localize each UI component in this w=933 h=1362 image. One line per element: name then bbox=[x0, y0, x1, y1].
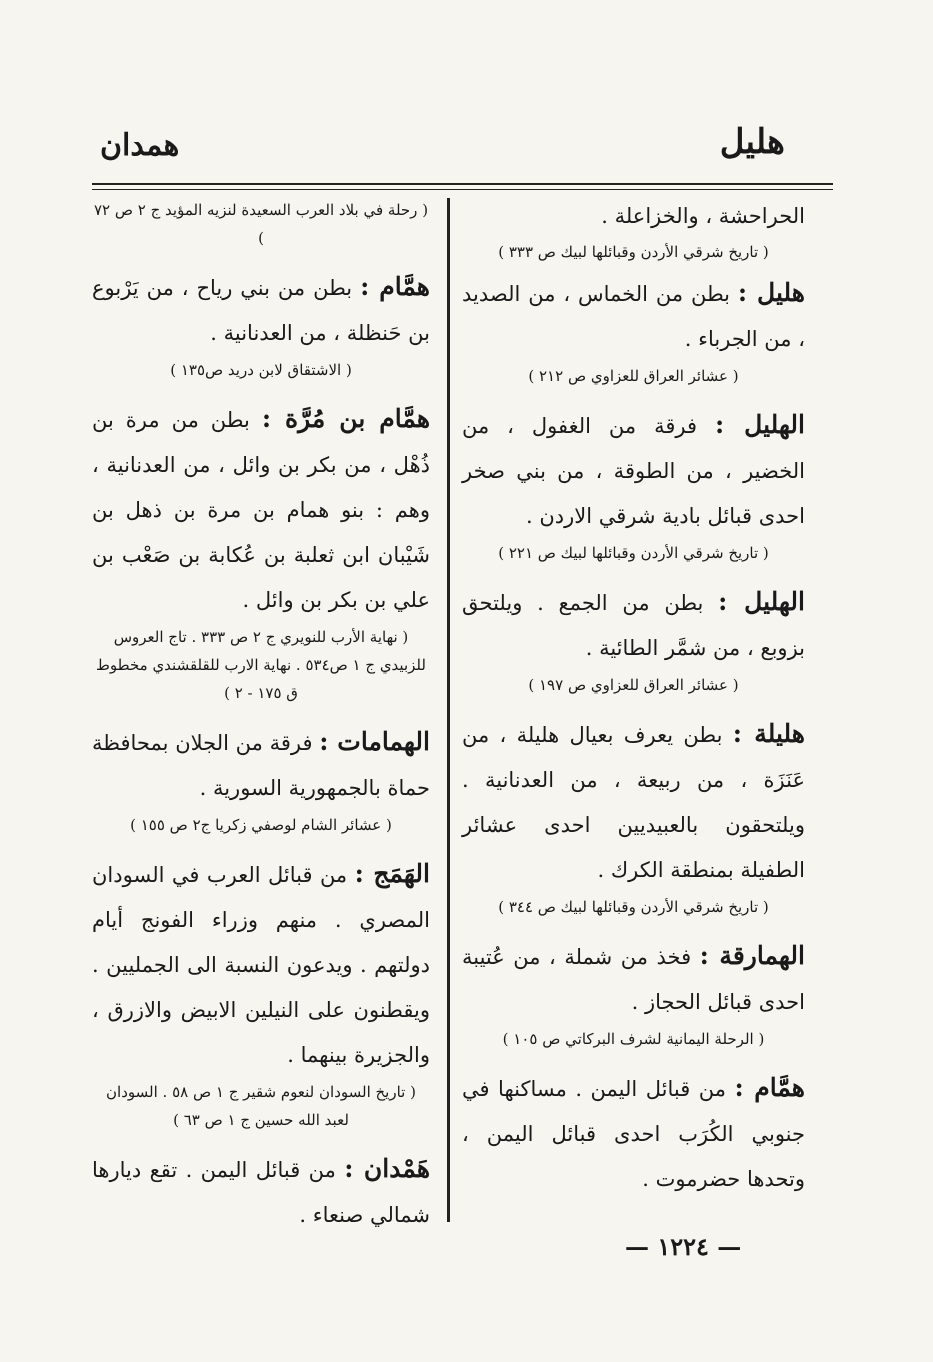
entry-paragraph bbox=[462, 711, 805, 893]
header-rule bbox=[92, 183, 833, 185]
reference: ( تاريخ شرقي الأردن وقبائلها لبيك ص ٣٤٤ ) bbox=[498, 898, 769, 916]
left-column bbox=[92, 196, 430, 1244]
dictionary-entry bbox=[92, 851, 430, 1134]
reference: ( عشائر العراق للعزاوي ص ١٩٧ ) bbox=[528, 676, 739, 694]
right-column bbox=[462, 196, 805, 1208]
reference: ( الرحلة اليمانية لشرف البركاتي ص ١٠٥ ) bbox=[502, 1030, 765, 1048]
entry-definition: من قبائل اليمن . مساكنها في جنوبي الكُرَب احدى قبائل اليمن ، وتحدها حضرموت . bbox=[462, 1077, 805, 1191]
page-number: — ١٢٢٤ — bbox=[625, 1232, 742, 1261]
entry-definition: بطن من الجمع . ويلتحق بزوبع ، من شمَّر الطائية . bbox=[462, 591, 805, 660]
header-rule-thin bbox=[92, 189, 833, 190]
entry-paragraph bbox=[92, 396, 430, 623]
entry-definition: فرقة من الجلان بمحافظة حماة بالجمهورية السورية . bbox=[92, 731, 430, 800]
entry-headword: همَّام بن مُرَّة : bbox=[261, 404, 430, 433]
reference: ( الاشتقاق لابن دريد ص١٣٥ ) bbox=[170, 361, 352, 379]
entry-definition: بطن من الخماس ، من الصديد ، من الجرباء . bbox=[462, 282, 805, 351]
entry-paragraph bbox=[92, 1146, 430, 1238]
reference: ( رحلة في بلاد العرب السعيدة لنزيه المؤيد ج ٢ ص ٧٢ ) bbox=[93, 201, 429, 247]
entry-paragraph bbox=[462, 402, 805, 539]
entry-definition: بطن من بني رياح ، من يَرْبوع بن حَنظلة ، من العدنانية . bbox=[92, 276, 430, 345]
dictionary-entry bbox=[462, 579, 805, 699]
reference: ( تاريخ شرقي الأردن وقبائلها لبيك ص ٣٣٣ ) bbox=[498, 243, 769, 261]
entry-paragraph bbox=[462, 1065, 805, 1202]
entry-headword: الهليل : bbox=[718, 587, 805, 616]
entry-headword: هَمْدان : bbox=[344, 1154, 431, 1183]
entry-headword: الهَمَج : bbox=[354, 859, 430, 888]
reference: ( عشائر الشام لوصفي زكريا ج٢ ص ١٥٥ ) bbox=[130, 816, 392, 834]
entry-headword: همَّام : bbox=[734, 1073, 805, 1102]
entry-paragraph bbox=[92, 851, 430, 1078]
reference: ( تاريخ السودان لنعوم شقير ج ١ ص ٥٨ . السودان لعبد الله حسين ج ١ ص ٦٣ ) bbox=[106, 1083, 416, 1129]
entry-headword: هليل : bbox=[737, 278, 805, 307]
dictionary-entry bbox=[462, 933, 805, 1053]
column-divider bbox=[447, 198, 450, 1222]
dictionary-entry bbox=[92, 719, 430, 839]
entry-definition: بطن يعرف بعيال هليلة ، من عَنَزَة ، من ربيعة ، من العدنانية . ويلتحقون بالعبيديين احدى عشائر الطفيلة بمنطقة الكرك . bbox=[462, 723, 805, 882]
running-header-left: همدان bbox=[100, 128, 180, 163]
dictionary-entry bbox=[462, 1065, 805, 1202]
entry-paragraph bbox=[92, 719, 430, 811]
left-entries bbox=[92, 264, 430, 1238]
running-header-right: هليل bbox=[719, 122, 785, 162]
entry-paragraph bbox=[462, 933, 805, 1025]
entry-definition: فخذ من شملة ، من عُتيبة احدى قبائل الحجاز . bbox=[462, 945, 805, 1014]
entry-headword: هليلة : bbox=[732, 719, 805, 748]
entry-headword: الهمامات : bbox=[319, 727, 430, 756]
entry-definition: من قبائل العرب في السودان المصري . منهم وزراء الفونج أيام دولتهم . ويدعون النسبة الى الجمليين . ويقطنون على النيلين الابيض والازرق ، والجزيرة بينهما . bbox=[92, 863, 430, 1067]
entry-definition: من قبائل اليمن . تقع ديارها شمالي صنعاء . bbox=[92, 1158, 430, 1227]
entry-headword: الهمارقة : bbox=[699, 941, 805, 970]
entry-definition: بطن من مرة بن ذُهْل ، من بكر بن وائل ، من العدنانية ، وهم : بنو همام بن مرة بن ذهل بن شَيْبان ابن ثعلبة بن عُكابة بن صَعْب بن علي بن بكر بن وائل . bbox=[92, 408, 430, 612]
dictionary-entry bbox=[92, 396, 430, 707]
reference: ( نهاية الأرب للنويري ج ٢ ص ٣٣٣ . تاج العروس للزبيدي ج ١ ص٥٣٤ . نهاية الارب للقلقشندي مخطوط ق ١٧٥ - ٢ ) bbox=[96, 628, 426, 702]
dictionary-entry bbox=[92, 264, 430, 384]
right-entries bbox=[462, 270, 805, 1202]
entry-paragraph bbox=[462, 579, 805, 671]
entry-headword: همَّام : bbox=[360, 272, 430, 301]
reference: ( تاريخ شرقي الأردن وقبائلها لبيك ص ٢٢١ ) bbox=[498, 544, 769, 562]
entry-paragraph bbox=[92, 264, 430, 356]
entry-headword: الهليل : bbox=[714, 410, 805, 439]
dictionary-entry bbox=[462, 402, 805, 567]
reference: ( عشائر العراق للعزاوي ص ٢١٢ ) bbox=[528, 367, 739, 385]
entry-paragraph bbox=[462, 270, 805, 362]
dictionary-entry bbox=[462, 711, 805, 921]
continued-text: الحراحشة ، والخزاعلة . bbox=[601, 204, 805, 228]
entry-definition: فرقة من الغفول ، من الخضير ، من الطوقة ، من بني صخر احدى قبائل بادية شرقي الاردن . bbox=[462, 414, 805, 528]
dictionary-entry bbox=[462, 270, 805, 390]
dictionary-entry bbox=[92, 1146, 430, 1238]
